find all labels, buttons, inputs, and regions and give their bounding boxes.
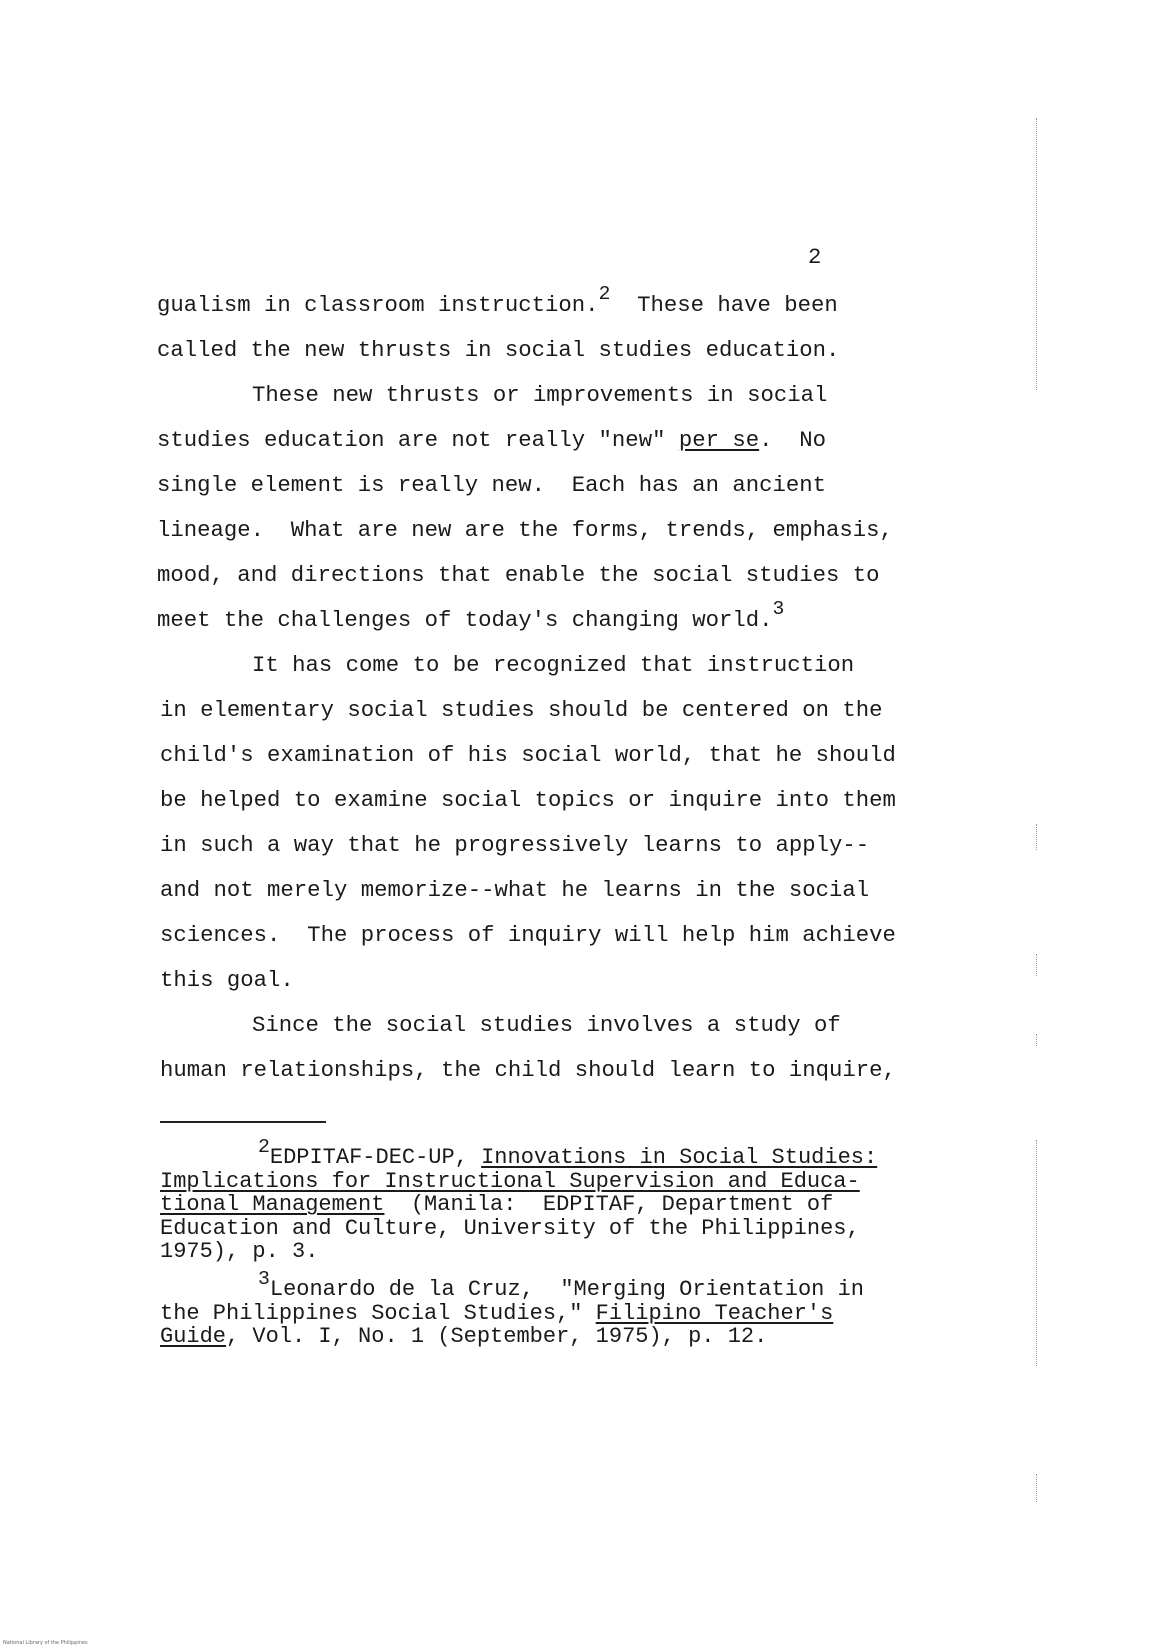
footnote-reference: 3 bbox=[772, 598, 785, 621]
body-line: and not merely memorize--what he learns in the social bbox=[160, 877, 870, 903]
footnote-separator-rule bbox=[160, 1121, 326, 1123]
footnote-text: Leonardo de la Cruz, "Merging Orientation in bbox=[269, 1277, 864, 1302]
line-text: gualism in classroom instruction. bbox=[157, 292, 599, 318]
footnote-line: Education and Culture, University of the Philippines, bbox=[160, 1215, 860, 1241]
scan-footer-text: National Library of the Philippines bbox=[3, 1640, 88, 1646]
line-text: These have been bbox=[610, 292, 838, 318]
body-line: sciences. The process of inquiry will help him achieve bbox=[160, 922, 896, 948]
footnote-2 bbox=[160, 1136, 1060, 1265]
scan-edge-mark bbox=[1036, 1474, 1037, 1502]
body-line: this goal. bbox=[160, 967, 294, 993]
scan-edge-mark bbox=[1036, 118, 1037, 390]
line-text: meet the challenges of today's changing world. bbox=[157, 607, 773, 633]
body-line: called the new thrusts in social studies education. bbox=[157, 337, 840, 363]
line-text: studies education are not really "new" bbox=[157, 427, 679, 453]
body-line: mood, and directions that enable the social studies to bbox=[157, 562, 880, 588]
body-line: lineage. What are new are the forms, trends, emphasis, bbox=[157, 517, 893, 543]
footnote-line bbox=[160, 1170, 1060, 1194]
body-line bbox=[157, 418, 1057, 463]
body-line bbox=[157, 598, 1057, 643]
footnote-3 bbox=[160, 1268, 1060, 1350]
scan-edge-mark bbox=[1036, 954, 1037, 976]
footnote-text: , Vol. I, No. 1 (September, 1975), p. 12. bbox=[226, 1324, 768, 1350]
footnote-line bbox=[160, 1302, 1060, 1326]
scan-edge-mark bbox=[1036, 1140, 1037, 1366]
footnote-line bbox=[160, 1268, 1060, 1302]
body-line: It has come to be recognized that instruction bbox=[252, 652, 855, 678]
footnote-text: (Manila: EDPITAF, Department of bbox=[384, 1192, 834, 1218]
body-line: in such a way that he progressively learns to apply-- bbox=[160, 832, 870, 858]
footnote-line bbox=[160, 1325, 1060, 1349]
footnote-line: 1975), p. 3. bbox=[160, 1239, 319, 1265]
footnote-marker: 2 bbox=[258, 1136, 270, 1159]
footnote-title: Filipino Teacher's bbox=[595, 1300, 834, 1326]
body-line: These new thrusts or improvements in social bbox=[252, 382, 828, 408]
body-line: in elementary social studies should be centered on the bbox=[160, 697, 883, 723]
footnote-title: tional Management bbox=[160, 1192, 385, 1218]
footnote-line bbox=[160, 1136, 1060, 1170]
body-line: be helped to examine social topics or inquire into them bbox=[160, 787, 896, 813]
body-line: single element is really new. Each has an ancient bbox=[157, 472, 827, 498]
body-line: Since the social studies involves a study of bbox=[252, 1012, 841, 1038]
emphasized-phrase: per se bbox=[678, 427, 760, 453]
footnote-text: EDPITAF-DEC-UP, bbox=[269, 1145, 482, 1170]
body-line bbox=[157, 283, 1057, 328]
footnote-reference: 2 bbox=[598, 283, 611, 306]
body-line: child's examination of his social world, that he should bbox=[160, 742, 896, 768]
footnote-title: Implications for Instructional Supervision and Educa- bbox=[160, 1168, 860, 1194]
scan-edge-mark bbox=[1036, 824, 1037, 850]
page-number: 2 bbox=[808, 244, 822, 270]
footnote-line bbox=[160, 1193, 1060, 1217]
line-text: . No bbox=[759, 427, 827, 453]
scan-edge-mark bbox=[1036, 1034, 1037, 1046]
body-line: human relationships, the child should learn to inquire, bbox=[160, 1057, 896, 1083]
footnote-title: Guide bbox=[160, 1324, 227, 1350]
footnote-title: Innovations in Social Studies: bbox=[481, 1145, 878, 1170]
body-text bbox=[157, 283, 1057, 1093]
footnote-text: the Philippines Social Studies," bbox=[160, 1300, 596, 1326]
footnote-marker: 3 bbox=[258, 1268, 270, 1291]
